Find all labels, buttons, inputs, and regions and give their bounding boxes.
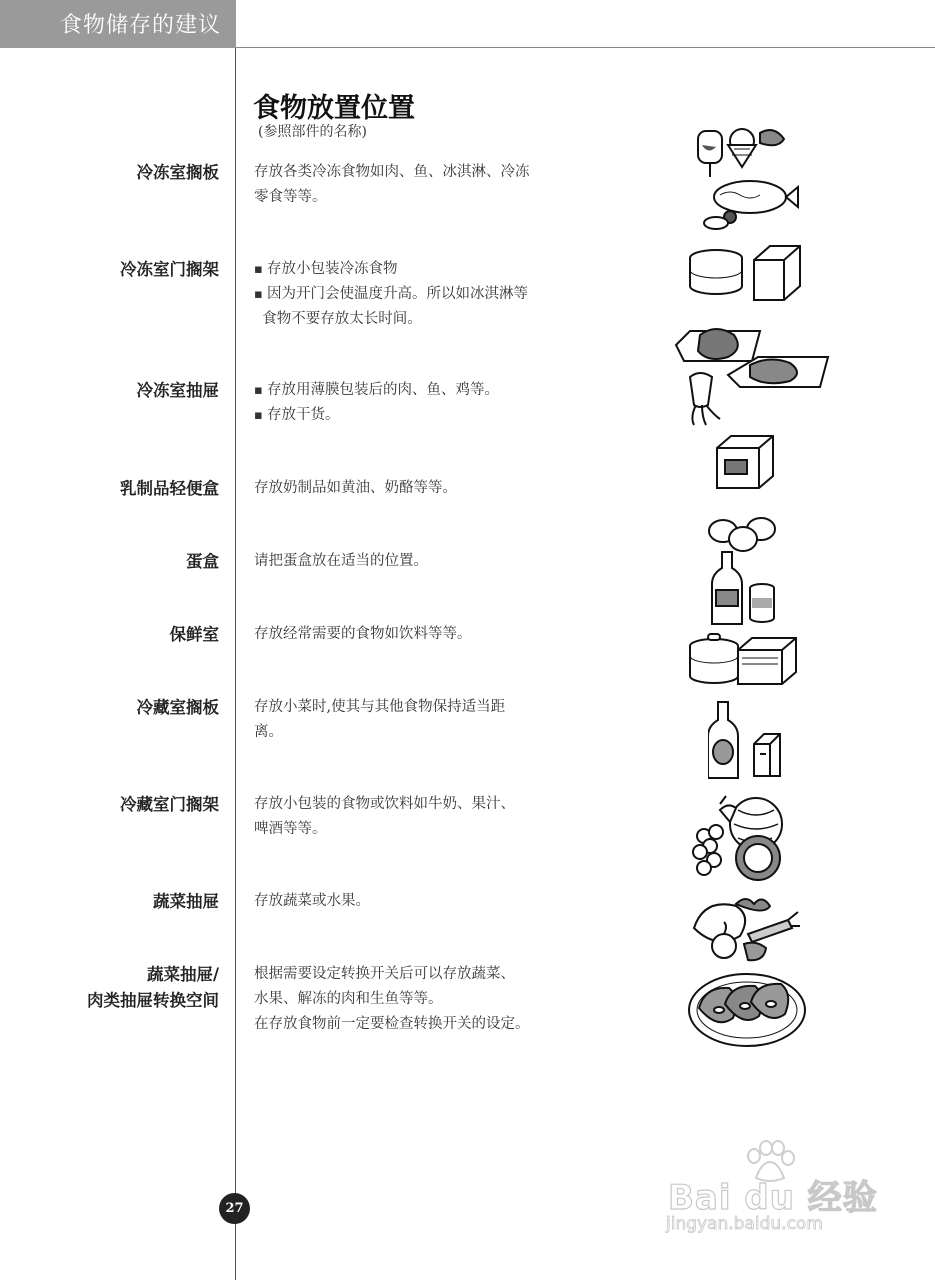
label-convertible-drawer — [87, 962, 219, 1014]
page-title: 食物放置位置 — [253, 93, 415, 124]
desc-line: 存放蔬菜或水果。 — [254, 893, 370, 909]
baidu-watermark — [660, 1140, 890, 1240]
desc-line: 零食等等。 — [254, 189, 327, 205]
butter-box-icon — [713, 432, 778, 494]
desc-line: 存放小包装的食物或饮料如牛奶、果汁、 — [254, 796, 515, 812]
label-freezer-shelf: 冷冻室搁板 — [136, 163, 219, 182]
watermark-logo: Bai du 经验 — [668, 1178, 878, 1218]
page-subtitle: (参照部件的名称) — [258, 124, 367, 140]
label-fresh-room: 保鲜室 — [169, 625, 219, 644]
wrapped-meat-and-squid-icon — [670, 315, 835, 430]
desc-line: 存放小菜时,使其与其他食物保持适当距 — [254, 699, 506, 715]
fruits-icon — [690, 790, 790, 885]
desc-vegetable-drawer — [254, 889, 574, 914]
desc-fresh-room — [254, 622, 574, 647]
label-vegetable-drawer: 蔬菜抽屉 — [153, 892, 219, 911]
vertical-divider — [235, 48, 236, 1280]
watermark-url: jingyan.baidu.com — [666, 1214, 823, 1234]
desc-convertible-drawer — [254, 962, 574, 1037]
desc-freezer-shelf — [254, 160, 574, 210]
desc-line: 离。 — [254, 724, 283, 740]
desc-line: 请把蛋盒放在适当的位置。 — [254, 553, 428, 569]
desc-freezer-door-rack — [254, 257, 574, 332]
desc-line: 存放奶制品如黄油、奶酪等等。 — [254, 480, 457, 496]
desc-line: 存放经常需要的食物如饮料等等。 — [254, 626, 472, 642]
page-number: 27 — [219, 1193, 250, 1224]
desc-dairy-box — [254, 476, 574, 501]
desc-freezer-drawer — [254, 378, 574, 428]
bullet-item: ▪ 存放小包装冷冻食物 — [254, 257, 574, 282]
bottle-and-can-icon — [710, 548, 780, 628]
desc-line: 根据需要设定转换开关后可以存放蔬菜、 — [254, 966, 515, 982]
desc-line: 存放各类冷冻食物如肉、鱼、冰淇淋、冷冻 — [254, 164, 530, 180]
bullet-item: ▪ 因为开门会使温度升高。所以如冰淇淋等 — [254, 282, 574, 307]
bullet-item: ▪ 存放干货。 — [254, 403, 574, 428]
label-dairy-box: 乳制品轻便盒 — [120, 479, 219, 498]
label-line: 肉类抽屉转换空间 — [87, 991, 219, 1010]
label-freezer-door-rack: 冷冻室门搁架 — [120, 260, 219, 279]
section-header-title: 食物储存的建议 — [60, 13, 222, 38]
desc-fridge-door-rack — [254, 792, 574, 842]
desc-fridge-shelf — [254, 695, 574, 745]
header-rule — [236, 47, 935, 48]
desc-egg-box — [254, 549, 574, 574]
label-fridge-door-rack: 冷藏室门搁架 — [120, 795, 219, 814]
label-fridge-shelf: 冷藏室搁板 — [136, 698, 219, 717]
label-freezer-drawer: 冷冻室抽屉 — [136, 381, 219, 400]
vegetables-icon — [688, 890, 800, 965]
bullet-item: ▪ 存放用薄膜包装后的肉、鱼、鸡等。 — [254, 378, 574, 403]
bottle-and-milk-carton-icon — [708, 700, 786, 782]
label-line: 蔬菜抽屉/ — [146, 965, 219, 984]
ice-cream-and-fish-icon — [690, 125, 800, 235]
desc-line: 水果、解冻的肉和生鱼等等。 — [254, 991, 443, 1007]
meat-plate-icon — [685, 968, 810, 1050]
food-containers-icon — [688, 630, 803, 695]
desc-line: 啤酒等等。 — [254, 821, 327, 837]
bullet-continuation: 食物不要存放太长时间。 — [262, 311, 422, 327]
header-tab — [0, 0, 236, 48]
label-egg-box: 蛋盒 — [186, 552, 219, 571]
desc-line: 在存放食物前一定要检查转换开关的设定。 — [254, 1016, 530, 1032]
can-and-box-icon — [688, 240, 803, 305]
